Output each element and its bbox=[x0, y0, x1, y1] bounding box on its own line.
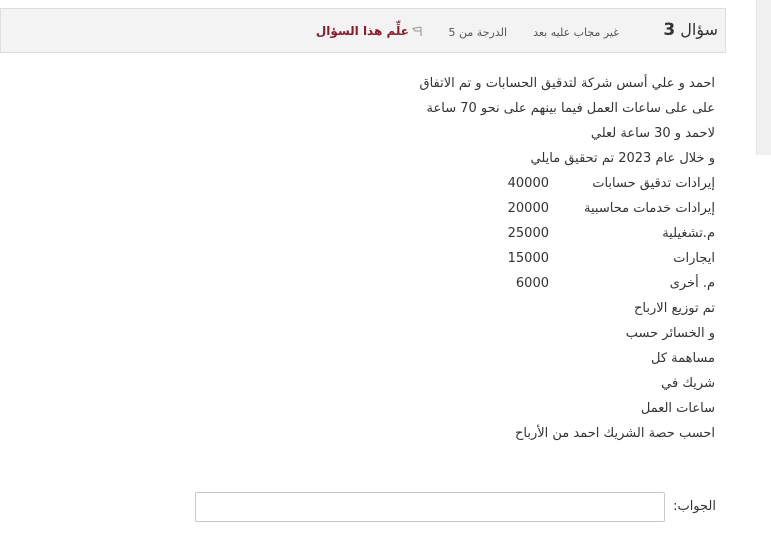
answer-label: الجواب: bbox=[673, 499, 716, 514]
question-line: تم توزيع الارباح bbox=[634, 301, 715, 316]
data-row-label: ايجارات bbox=[673, 251, 715, 266]
data-row-value: 25000 bbox=[507, 226, 549, 241]
data-row-label: إيرادات خدمات محاسبية bbox=[584, 201, 715, 216]
data-row bbox=[195, 221, 715, 246]
question-text bbox=[195, 71, 715, 446]
question-line: مساهمة كل bbox=[650, 351, 715, 366]
question-status: غير مجاب عليه بعد bbox=[533, 26, 619, 39]
answer-input[interactable] bbox=[195, 492, 665, 522]
question-header bbox=[0, 8, 726, 53]
question-line: شريك في bbox=[661, 376, 715, 391]
flag-icon bbox=[411, 25, 423, 37]
data-row bbox=[195, 271, 715, 296]
scrollbar-track[interactable] bbox=[756, 0, 771, 155]
flag-question-link[interactable] bbox=[316, 24, 423, 38]
data-row bbox=[195, 246, 715, 271]
data-row-label: إيرادات تدقيق حسابات bbox=[592, 176, 715, 191]
data-row-value: 6000 bbox=[515, 276, 549, 291]
question-line: و الخسائر حسب bbox=[625, 326, 715, 341]
question-grade: الدرجة من 5 bbox=[448, 26, 507, 39]
question-line: على على ساعات العمل فيما بينهم على نحو 70 ساعة bbox=[426, 101, 715, 116]
flag-question-label: علِّم هذا السؤال bbox=[315, 24, 409, 38]
data-row bbox=[195, 196, 715, 221]
data-row-value: 20000 bbox=[507, 201, 549, 216]
data-row-value: 40000 bbox=[507, 176, 549, 191]
question-line: و خلال عام 2023 تم تحقيق مايلي bbox=[530, 151, 715, 166]
question-line: ساعات العمل bbox=[640, 401, 715, 416]
question-number: سؤال 3 bbox=[663, 20, 718, 40]
data-row-value: 15000 bbox=[507, 251, 549, 266]
data-row bbox=[195, 171, 715, 196]
question-line: احمد و علي أسس شركة لتدقيق الحسابات و تم الاتفاق bbox=[419, 76, 715, 91]
question-line: احسب حصة الشريك احمد من الأرباح bbox=[515, 426, 715, 441]
data-row-label: م. أخرى bbox=[669, 276, 715, 291]
question-line: لاحمد و 30 ساعة لعلي bbox=[590, 126, 715, 141]
data-row-label: م.تشغيلية bbox=[662, 226, 715, 241]
